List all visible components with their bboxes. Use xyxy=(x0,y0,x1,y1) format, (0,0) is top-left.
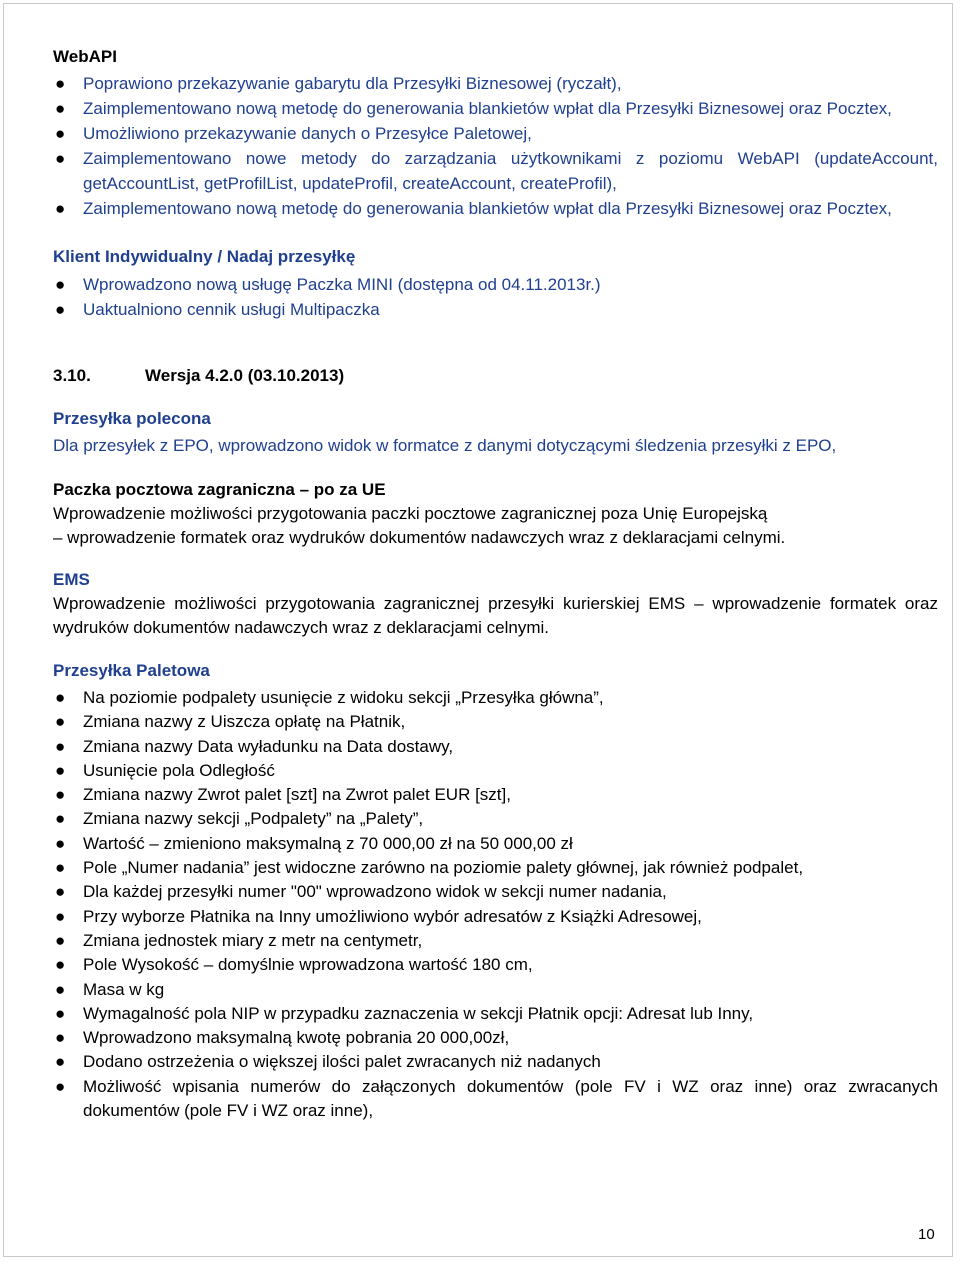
list-item: ● Uaktualniono cennik usługi Multipaczka xyxy=(53,297,938,322)
bullet-icon: ● xyxy=(55,955,66,975)
paletowa-list xyxy=(53,686,938,1123)
klient-heading: Klient Indywidualny / Nadaj przesyłkę xyxy=(53,247,356,266)
version-heading xyxy=(53,365,938,387)
version-number: 3.10. xyxy=(53,366,91,385)
polecona-text: Dla przesyłek z EPO, wprowadzono widok w formatce z danymi dotyczącymi śledzenia przesyłki z EPO, xyxy=(53,436,837,455)
zagraniczna-line1: Wprowadzenie możliwości przygotowania paczki pocztowe zagranicznej poza Unię Europejską xyxy=(53,504,768,523)
bullet-icon: ● xyxy=(55,275,66,294)
bullet-icon: ● xyxy=(55,1076,66,1096)
webapi-list xyxy=(53,71,938,221)
bullet-icon: ● xyxy=(55,858,66,878)
bullet-icon: ● xyxy=(55,809,66,829)
list-item: ● Przy wyborze Płatnika na Inny umożliwiono wybór adresatów z Książki Adresowej, xyxy=(53,905,938,929)
list-item: ● Wartość – zmieniono maksymalną z 70 000,00 zł na 50 000,00 zł xyxy=(53,832,938,856)
list-item: ● Wymagalność pola NIP w przypadku zaznaczenia w sekcji Płatnik opcji: Adresat lub Inny, xyxy=(53,1002,938,1026)
list-item: ● Zaimplementowano nowe metody do zarządzania użytkownikami z poziomu WebAPI (updateAccount, getAccountList, getProfilList, updateProfil, createAccount, createProfil), xyxy=(53,146,938,196)
list-item: ● Zmiana nazwy Data wyładunku na Data dostawy, xyxy=(53,735,938,759)
bullet-icon: ● xyxy=(55,760,66,780)
page-content xyxy=(53,46,938,1123)
ems-text: Wprowadzenie możliwości przygotowania zagranicznej przesyłki kurierskiej EMS – wprowadzenie formatek oraz wydruków dokumentów nadawczych wraz z deklaracjami celnymi. xyxy=(53,594,938,637)
bullet-icon: ● xyxy=(55,74,66,93)
bullet-icon: ● xyxy=(55,199,66,218)
bullet-icon: ● xyxy=(55,833,66,853)
list-item: ● Usunięcie pola Odległość xyxy=(53,759,938,783)
list-item: ● Zmiana nazwy z Uiszcza opłatę na Płatnik, xyxy=(53,710,938,734)
bullet-icon: ● xyxy=(55,1003,66,1023)
list-item: ● Pole „Numer nadania” jest widoczne zarówno na poziomie palety głównej, jak również podpalet, xyxy=(53,856,938,880)
list-item: ● Pole Wysokość – domyślnie wprowadzona wartość 180 cm, xyxy=(53,953,938,977)
webapi-heading: WebAPI xyxy=(53,47,117,66)
list-item: ● Zaimplementowano nową metodę do generowania blankietów wpłat dla Przesyłki Biznesowej oraz Pocztex, xyxy=(53,96,938,121)
list-item: ● Masa w kg xyxy=(53,978,938,1002)
list-item: ● Wprowadzono nową usługę Paczka MINI (dostępna od 04.11.2013r.) xyxy=(53,272,938,297)
list-item: ● Możliwość wpisania numerów do załączonych dokumentów (pole FV i WZ oraz inne) oraz zwracanych dokumentów (pole FV i WZ oraz inne), xyxy=(55,1076,938,1121)
list-item: ● Dla każdej przesyłki numer "00" wprowadzono widok w sekcji numer nadania, xyxy=(53,880,938,904)
zagraniczna-line2: – wprowadzenie formatek oraz wydruków dokumentów nadawczych wraz z deklaracjami celnymi. xyxy=(53,527,786,547)
list-item: ● Zmiana nazwy Zwrot palet [szt] na Zwrot palet EUR [szt], xyxy=(53,783,938,807)
bullet-icon: ● xyxy=(55,979,66,999)
bullet-icon: ● xyxy=(55,300,66,319)
paletowa-heading: Przesyłka Paletowa xyxy=(53,661,210,680)
bullet-icon: ● xyxy=(55,1028,66,1048)
polecona-heading: Przesyłka polecona xyxy=(53,409,211,428)
zagraniczna-heading: Paczka pocztowa zagraniczna – po za UE xyxy=(53,480,386,499)
bullet-icon: ● xyxy=(55,906,66,926)
bullet-icon: ● xyxy=(55,149,66,168)
bullet-icon: ● xyxy=(55,1052,66,1072)
bullet-icon: ● xyxy=(55,882,66,902)
bullet-icon: ● xyxy=(55,712,66,732)
version-title: Wersja 4.2.0 (03.10.2013) xyxy=(145,366,345,385)
ems-heading: EMS xyxy=(53,570,90,589)
bullet-icon: ● xyxy=(55,930,66,950)
bullet-icon: ● xyxy=(55,688,66,707)
bullet-icon: ● xyxy=(55,785,66,805)
bullet-icon: ● xyxy=(55,99,66,118)
list-item: ● Zmiana jednostek miary z metr na centymetr, xyxy=(53,929,938,953)
list-item: ● Wprowadzono maksymalną kwotę pobrania 20 000,00zł, xyxy=(53,1026,938,1050)
bullet-icon: ● xyxy=(55,736,66,756)
klient-list xyxy=(53,272,938,322)
list-item: ● Umożliwiono przekazywanie danych o Przesyłce Paletowej, xyxy=(53,121,938,146)
bullet-icon: ● xyxy=(55,124,66,143)
list-item: ● Na poziomie podpalety usunięcie z widoku sekcji „Przesyłka główna”, xyxy=(53,686,938,710)
list-item: ● Zmiana nazwy sekcji „Podpalety” na „Palety”, xyxy=(53,807,938,831)
page-number: 10 xyxy=(918,1226,935,1243)
list-item: ● Zaimplementowano nową metodę do generowania blankietów wpłat dla Przesyłki Biznesowej oraz Pocztex, xyxy=(53,196,938,221)
list-item: ● Dodano ostrzeżenia o większej ilości palet zwracanych niż nadanych xyxy=(53,1050,938,1074)
list-item: ● Poprawiono przekazywanie gabarytu dla Przesyłki Biznesowej (ryczałt), xyxy=(53,71,938,96)
